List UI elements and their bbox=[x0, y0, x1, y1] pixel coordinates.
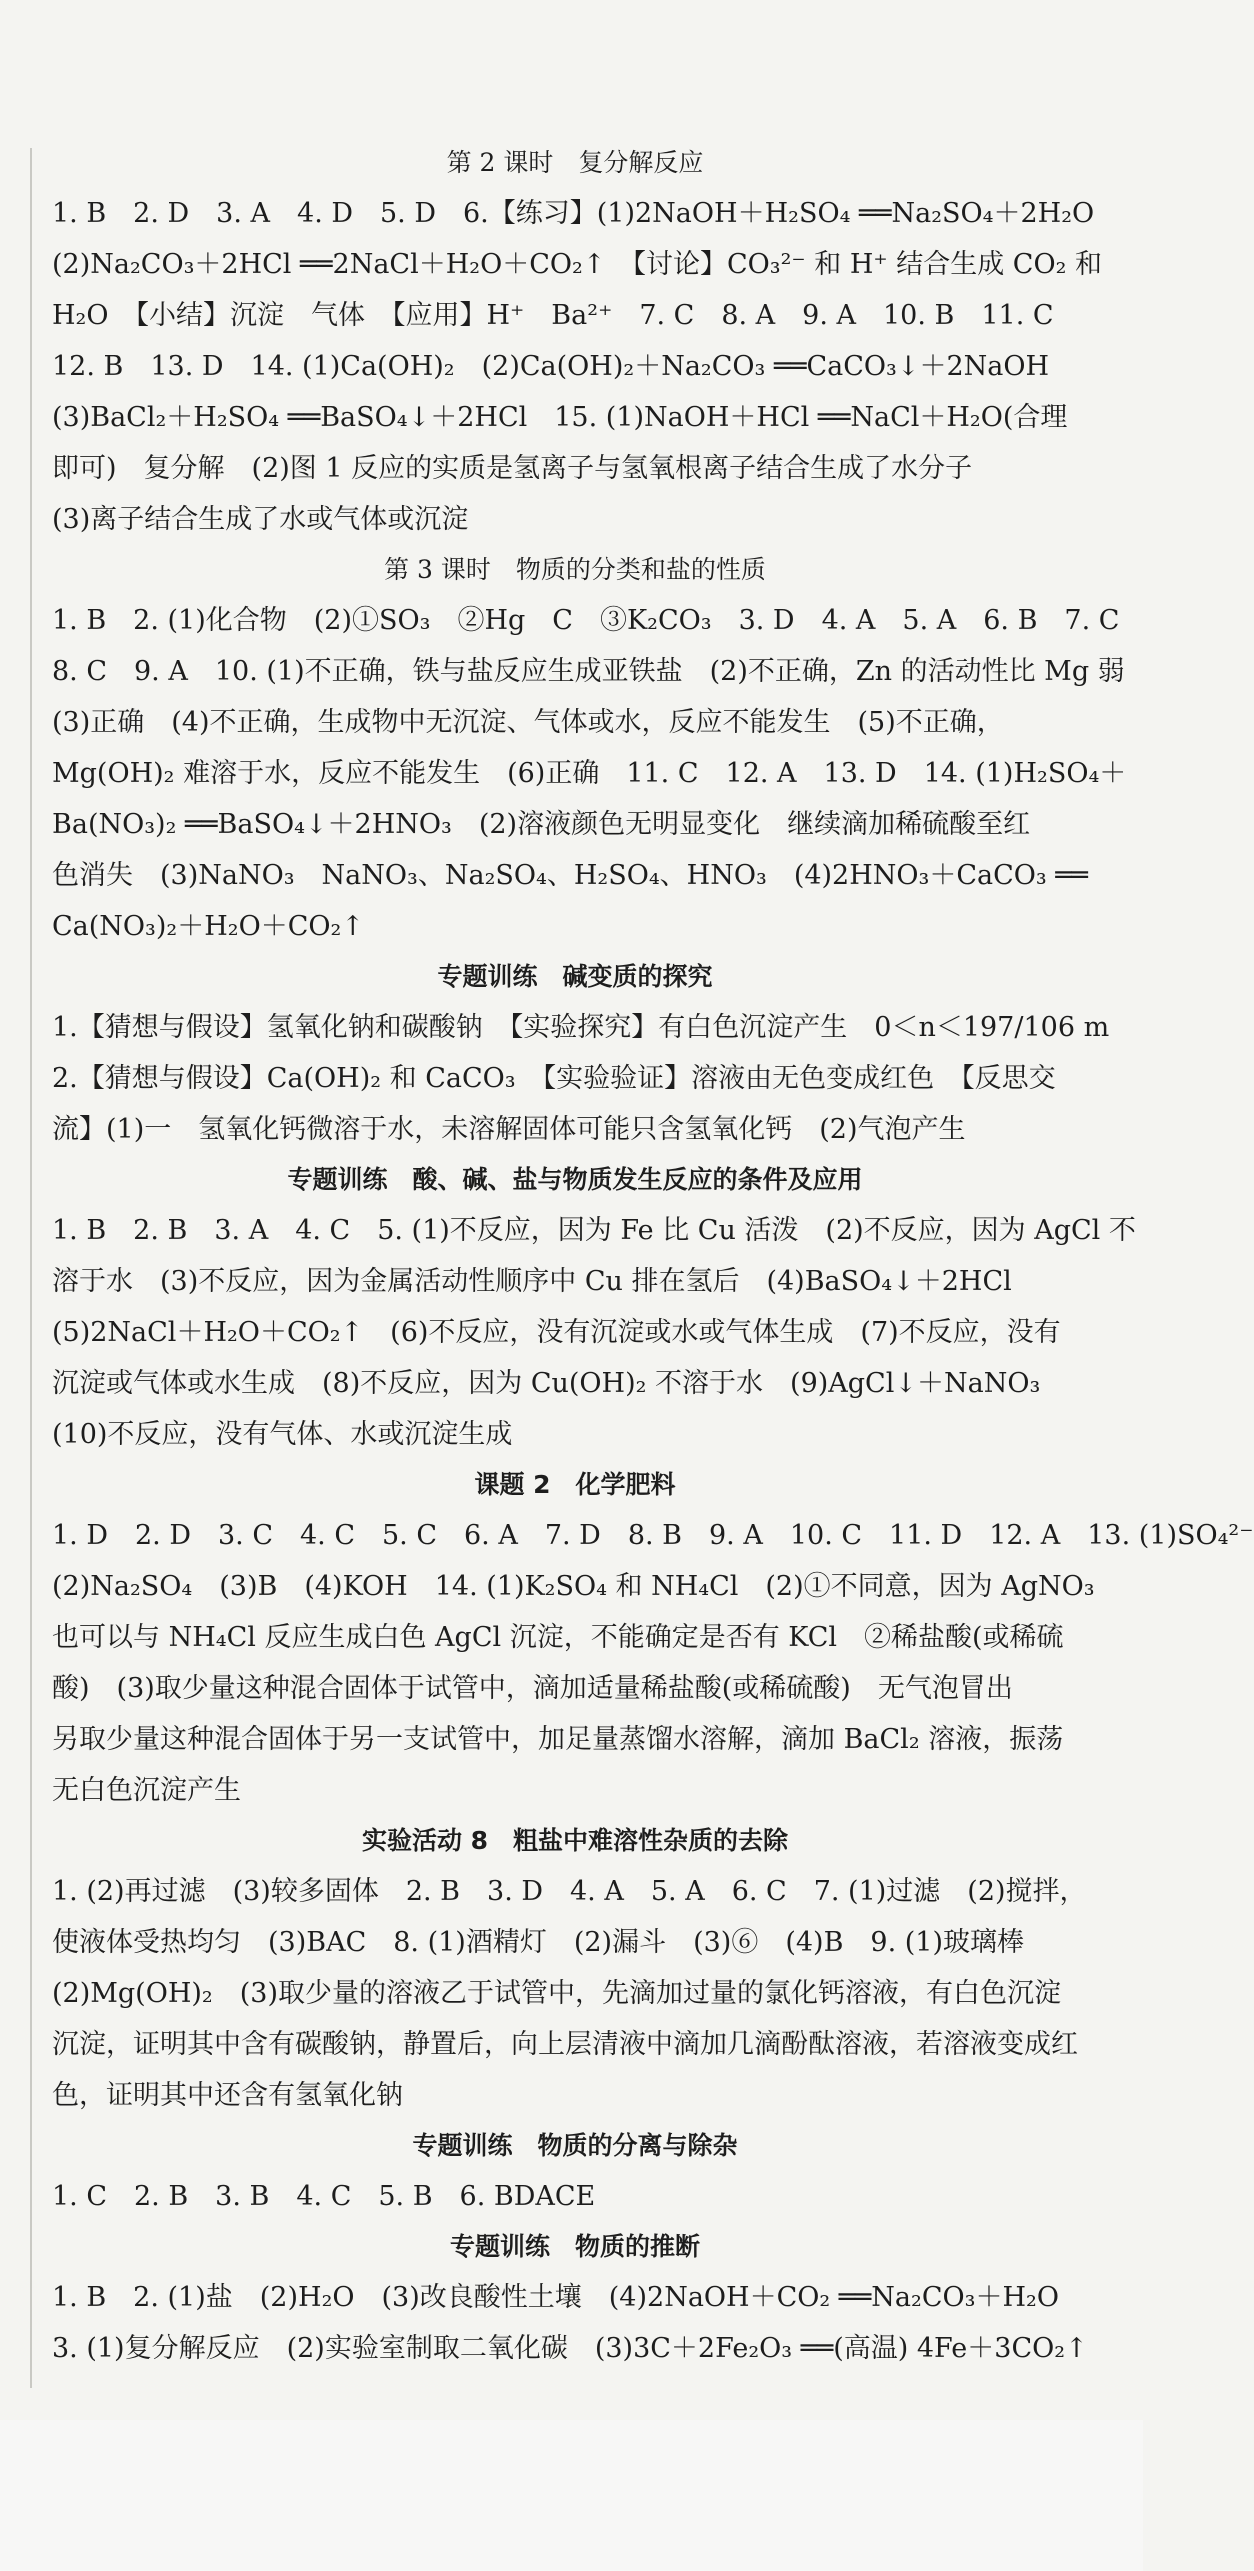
answer-line: 溶于水 (3)不反应，因为金属活动性顺序中 Cu 排在氢后 (4)BaSO₄↓＋2HCl bbox=[52, 1266, 1012, 1297]
section-title: 专题训练 碱变质的探究 bbox=[437, 962, 713, 991]
section-title: 第 3 课时 物质的分类和盐的性质 bbox=[384, 555, 766, 584]
answer-line: 无白色沉淀产生 bbox=[52, 1775, 241, 1806]
section-title: 专题训练 酸、碱、盐与物质发生反应的条件及应用 bbox=[287, 1165, 863, 1194]
section-answers bbox=[52, 1002, 1110, 1155]
answer-line: (3)BaCl₂＋H₂SO₄ ══BaSO₄↓＋2HCl 15. (1)NaOH＋HCl ══NaCl＋H₂O(合理 bbox=[52, 402, 1068, 433]
answer-line: 1. C 2. B 3. B 4. C 5. B 6. BDACE bbox=[52, 2181, 596, 2212]
answer-line: (3)正确 (4)不正确，生成物中无沉淀、气体或水，反应不能发生 (5)不正确， bbox=[52, 707, 1004, 738]
section-title: 第 2 课时 复分解反应 bbox=[446, 148, 704, 177]
answer-line: 沉淀，证明其中含有碳酸钠，静置后，向上层清液中滴加几滴酚酞溶液，若溶液变成红 bbox=[52, 2029, 1078, 2060]
answer-line: 另取少量这种混合固体于另一支试管中，加足量蒸馏水溶解，滴加 BaCl₂ 溶液，振荡 bbox=[52, 1724, 1064, 1755]
answer-line: 酸) (3)取少量这种混合固体于试管中，滴加适量稀盐酸(或稀硫酸) 无气泡冒出 bbox=[52, 1673, 1013, 1704]
answer-line: 1.【猜想与假设】氢氧化钠和碳酸钠 【实验探究】有白色沉淀产生 0＜n＜197/106 m bbox=[52, 1012, 1110, 1043]
answer-line: 1. D 2. D 3. C 4. C 5. C 6. A 7. D 8. B 9. A 10. C 11. D 12. A 13. (1)SO₄²⁻ bbox=[52, 1520, 1254, 1551]
answer-line: Mg(OH)₂ 难溶于水，反应不能发生 (6)正确 11. C 12. A 13. D 14. (1)H₂SO₄＋ bbox=[52, 758, 1127, 789]
answer-line: H₂O 【小结】沉淀 气体 【应用】H⁺ Ba²⁺ 7. C 8. A 9. A 10. B 11. C bbox=[52, 300, 1054, 331]
answer-line: 3. (1)复分解反应 (2)实验室制取二氧化碳 (3)3C＋2Fe₂O₃ ══(高温) 4Fe＋3CO₂↑ bbox=[52, 2333, 1088, 2364]
answer-line: 也可以与 NH₄Cl 反应生成白色 AgCl 沉淀，不能确定是否有 KCl ②稀盐酸(或稀硫 bbox=[52, 1622, 1064, 1653]
answer-line: (5)2NaCl＋H₂O＋CO₂↑ (6)不反应，没有沉淀或水或气体生成 (7)不反应，没有 bbox=[52, 1317, 1061, 1348]
answer-line: 8. C 9. A 10. (1)不正确，铁与盐反应生成亚铁盐 (2)不正确，Zn 的活动性比 Mg 弱 bbox=[52, 656, 1125, 687]
section-answers bbox=[52, 2171, 1098, 2222]
answer-line: 2.【猜想与假设】Ca(OH)₂ 和 CaCO₃ 【实验验证】溶液由无色变成红色 【反思交 bbox=[52, 1063, 1056, 1094]
answer-line: 1. B 2. D 3. A 4. D 5. D 6.【练习】(1)2NaOH＋H₂SO₄ ══Na₂SO₄＋2H₂O bbox=[52, 198, 1095, 229]
answer-content bbox=[52, 138, 1254, 2374]
answer-line: Ba(NO₃)₂ ══BaSO₄↓＋2HNO₃ (2)溶液颜色无明显变化 继续滴加稀硫酸至红 bbox=[52, 809, 1031, 840]
answer-line: 沉淀或气体或水生成 (8)不反应，因为 Cu(OH)₂ 不溶于水 (9)AgCl↓＋NaNO₃ bbox=[52, 1368, 1041, 1399]
section-answers bbox=[52, 1205, 1136, 1460]
answer-line: 色，证明其中还含有氢氧化钠 bbox=[52, 2080, 403, 2111]
answer-line: 使液体受热均匀 (3)BAC 8. (1)酒精灯 (2)漏斗 (3)⑥ (4)B 9. (1)玻璃棒 bbox=[52, 1927, 1024, 1958]
answer-line: 即可) 复分解 (2)图 1 反应的实质是氢离子与氢氧根离子结合生成了水分子 bbox=[52, 453, 973, 484]
section-answers bbox=[52, 188, 1102, 545]
answer-line: 色消失 (3)NaNO₃ NaNO₃、Na₂SO₄、H₂SO₄、HNO₃ (4)2HNO₃＋CaCO₃ ══ bbox=[52, 860, 1088, 891]
answer-line: (2)Mg(OH)₂ (3)取少量的溶液乙于试管中，先滴加过量的氯化钙溶液，有白色沉淀 bbox=[52, 1978, 1061, 2009]
answer-line: 1. (2)再过滤 (3)较多固体 2. B 3. D 4. A 5. A 6. C 7. (1)过滤 (2)搅拌， bbox=[52, 1876, 1087, 1907]
answer-line: 1. B 2. (1)化合物 (2)①SO₃ ②Hg C ③K₂CO₃ 3. D 4. A 5. A 6. B 7. C bbox=[52, 605, 1120, 636]
answer-line: (3)离子结合生成了水或气体或沉淀 bbox=[52, 504, 469, 535]
section-title: 实验活动 8 粗盐中难溶性杂质的去除 bbox=[361, 1826, 789, 1855]
answer-line: 1. B 2. (1)盐 (2)H₂O (3)改良酸性土壤 (4)2NaOH＋CO₂ ══Na₂CO₃＋H₂O bbox=[52, 2282, 1059, 2313]
section-title: 课题 2 化学肥料 bbox=[474, 1470, 676, 1499]
answer-line: (2)Na₂CO₃＋2HCl ══2NaCl＋H₂O＋CO₂↑ 【讨论】CO₃²⁻ 和 H⁺ 结合生成 CO₂ 和 bbox=[52, 249, 1102, 280]
section-answers bbox=[52, 1510, 1254, 1816]
answer-line: (10)不反应，没有气体、水或沉淀生成 bbox=[52, 1419, 513, 1450]
answer-line: 1. B 2. B 3. A 4. C 5. (1)不反应，因为 Fe 比 Cu 活泼 (2)不反应，因为 AgCl 不 bbox=[52, 1215, 1136, 1246]
section-title: 专题训练 物质的分离与除杂 bbox=[412, 2131, 738, 2160]
section-answers bbox=[52, 1866, 1098, 2121]
answer-line: 流】(1)一 氢氧化钙微溶于水，未溶解固体可能只含氢氧化钙 (2)气泡产生 bbox=[52, 1114, 966, 1145]
answer-line: 12. B 13. D 14. (1)Ca(OH)₂ (2)Ca(OH)₂＋Na₂CO₃ ══CaCO₃↓＋2NaOH bbox=[52, 351, 1050, 382]
section-title: 专题训练 物质的推断 bbox=[449, 2232, 700, 2261]
section-answers bbox=[52, 595, 1127, 952]
section-answers bbox=[52, 2272, 1098, 2374]
blank-bottom-margin bbox=[0, 2420, 1143, 2571]
answer-line: Ca(NO₃)₂＋H₂O＋CO₂↑ bbox=[52, 911, 364, 942]
answer-line: (2)Na₂SO₄ (3)B (4)KOH 14. (1)K₂SO₄ 和 NH₄Cl (2)①不同意，因为 AgNO₃ bbox=[52, 1571, 1095, 1602]
left-margin-rule bbox=[30, 148, 32, 2388]
